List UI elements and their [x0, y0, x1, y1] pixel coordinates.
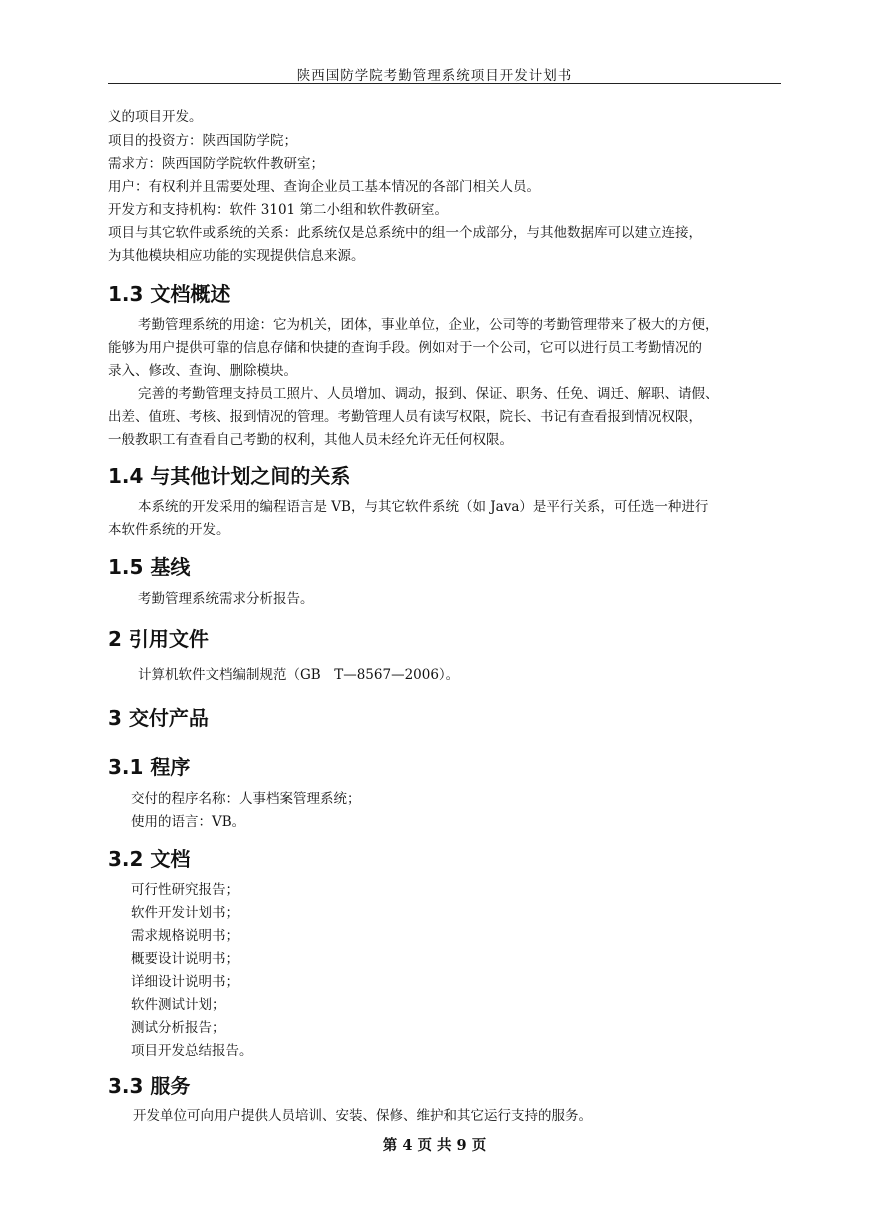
intro-line: 项目的投资方：陕西国防学院；	[108, 133, 297, 149]
page-header: 陕西国防学院考勤管理系统项目开发计划书	[296, 68, 573, 84]
section-heading: 1.3 文档概述	[108, 282, 231, 306]
paragraph-line: 考勤管理系统的用途：它为机关，团体，事业单位，企业，公司等的考勤管理带来了极大的方便，	[138, 317, 719, 333]
list-item: 可行性研究报告；	[131, 882, 239, 898]
intro-line: 需求方：陕西国防学院软件教研室；	[108, 156, 324, 172]
list-item: 测试分析报告；	[131, 1020, 226, 1036]
paragraph-line: 一般教职工有查看自己考勤的权利，其他人员未经允许无任何权限。	[108, 432, 513, 448]
paragraph-line: 考勤管理系统需求分析报告。	[138, 591, 314, 607]
page-number: 第 4 页 共 9 页	[382, 1137, 487, 1154]
intro-line: 义的项目开发。	[108, 109, 203, 125]
paragraph-line: 交付的程序名称：人事档案管理系统；	[131, 791, 361, 807]
list-item: 概要设计说明书；	[131, 951, 239, 967]
intro-line: 项目与其它软件或系统的关系：此系统仅是总系统中的组一个成部分，与其他数据库可以建立连接，	[108, 225, 702, 241]
section-heading: 1.4 与其他计划之间的关系	[108, 464, 351, 488]
list-item: 需求规格说明书；	[131, 928, 239, 944]
paragraph-line: 本系统的开发采用的编程语言是 VB，与其它软件系统（如 Java）是平行关系，可任选一种进行	[138, 499, 709, 515]
paragraph-line: 录入、修改、查询、删除模块。	[108, 363, 297, 379]
list-item: 软件测试计划；	[131, 997, 226, 1013]
paragraph-line: 出差、值班、考核、报到情况的管理。考勤管理人员有读写权限，院长、书记有查看报到情况权限，	[108, 409, 702, 425]
section-heading: 2 引用文件	[108, 627, 209, 651]
intro-line: 用户：有权利并且需要处理、查询企业员工基本情况的各部门相关人员。	[108, 179, 540, 195]
list-item: 软件开发计划书；	[131, 905, 239, 921]
intro-line: 为其他模块相应功能的实现提供信息来源。	[108, 248, 365, 264]
list-item: 详细设计说明书；	[131, 974, 239, 990]
section-heading: 3.3 服务	[108, 1074, 191, 1098]
paragraph-line: 开发单位可向用户提供人员培训、安装、保修、维护和其它运行支持的服务。	[133, 1108, 592, 1124]
paragraph-line: 本软件系统的开发。	[108, 522, 230, 538]
section-heading: 3.1 程序	[108, 755, 191, 779]
header-rule	[108, 83, 781, 84]
section-heading: 3 交付产品	[108, 706, 209, 730]
list-item: 项目开发总结报告。	[131, 1043, 253, 1059]
paragraph-line: 完善的考勤管理支持员工照片、人员增加、调动，报到、保证、职务、任免、调迁、解职、请假、	[138, 386, 719, 402]
paragraph-line: 能够为用户提供可靠的信息存储和快捷的查询手段。例如对于一个公司，它可以进行员工考勤情况的	[108, 340, 702, 356]
paragraph-line: 使用的语言：VB。	[131, 814, 246, 830]
section-heading: 1.5 基线	[108, 555, 191, 579]
paragraph-line: 计算机软件文档编制规范（GB T—8567—2006）。	[138, 667, 460, 683]
intro-line: 开发方和支持机构：软件 3101 第二小组和软件教研室。	[108, 202, 448, 218]
section-heading: 3.2 文档	[108, 847, 191, 871]
